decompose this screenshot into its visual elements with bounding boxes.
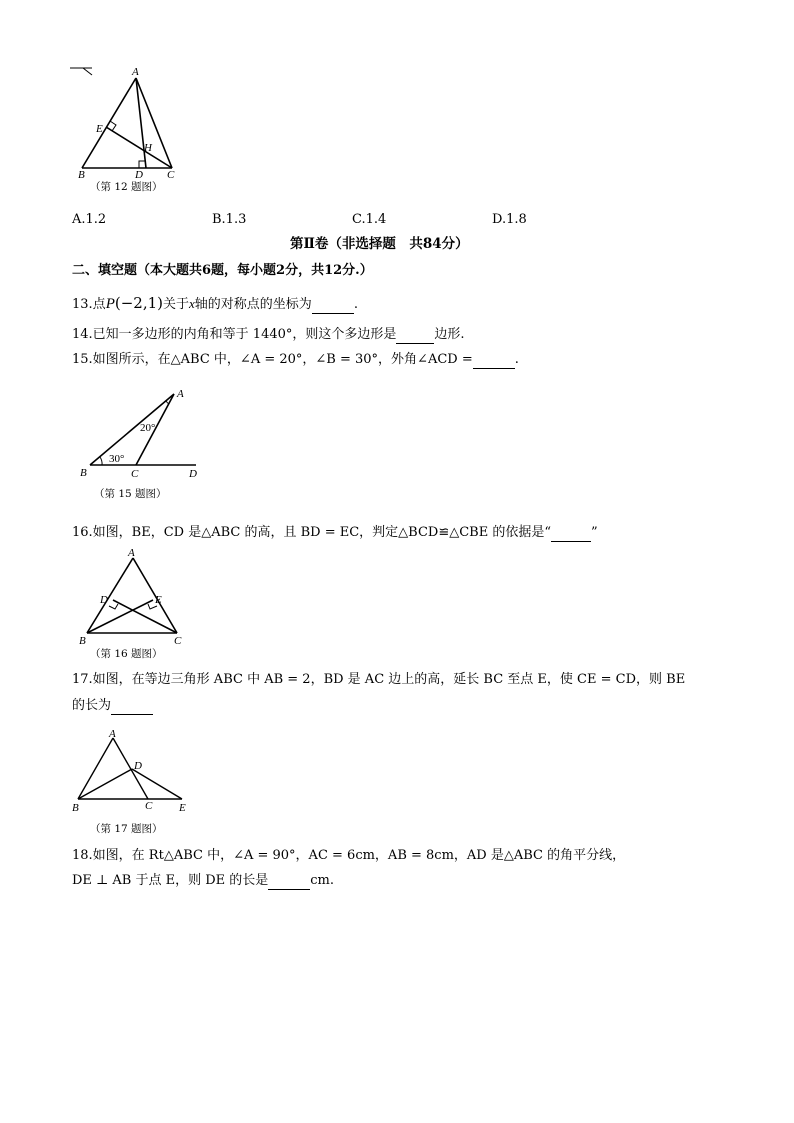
q13-point: P [105,296,115,312]
question-18-line1: 18.如图，在 Rt△ABC 中，∠A = 90°，AC = 6cm，AB = 8cm，AD 是△ABC 的角平分线， [72,848,626,863]
label-e: E [179,802,186,814]
question-15 [72,351,519,369]
label-b: B [72,802,79,814]
answer-blank[interactable] [312,299,354,314]
caption: （第 15 题图） [94,488,167,500]
label-angle-a: 20° [140,422,156,434]
caption: （第 17 题图） [90,823,163,835]
figure-16 [76,548,196,663]
label-c: C [145,800,153,812]
question-16 [72,524,598,542]
figure-15 [74,384,214,504]
figure-12 [66,64,186,194]
answer-blank[interactable] [473,354,515,369]
label-d: D [134,760,142,772]
question-17-line1: 17.如图，在等边三角形 ABC 中 AB = 2，BD 是 AC 边上的高，延长 BC 至点 E，使 CE = CD，则 BE [72,672,686,687]
q13-prefix: 13.点 [72,297,106,312]
right-angle-marks [109,604,157,609]
q13-end: . [353,297,358,312]
choice-c: C.1.4 [352,212,387,227]
q18-end: cm. [310,873,335,888]
label-e: E [96,123,103,135]
figure-17 [68,726,198,838]
q15-text: 15.如图所示，在△ABC 中，∠A = 20°，∠B = 30°，外角∠ACD = [72,352,473,367]
label-a: A [109,728,116,740]
label-b: B [78,169,85,181]
label-a: A [132,66,139,78]
label-angle-b: 30° [109,453,125,465]
section-title: 第Ⅱ卷（非选择题 共84分） [290,236,469,252]
label-c: C [174,635,182,647]
label-b: B [79,635,86,647]
label-d: D [100,594,108,606]
q16-end: ” [591,525,598,540]
question-17-line2 [72,697,153,715]
label-c: C [167,169,175,181]
answer-blank[interactable] [396,329,434,344]
caption: （第 12 题图） [90,181,163,193]
question-13 [72,294,358,314]
label-b: B [80,467,87,479]
choice-a: A.1.2 [72,212,107,227]
answer-blank[interactable] [268,875,310,890]
q14-end: 边形. [434,327,465,342]
q13-suffix: 轴的对称点的坐标为 [194,297,312,312]
label-h: H [144,142,152,154]
label-d: D [189,468,197,480]
q16-text: 16.如图，BE，CD 是△ABC 的高，且 BD = EC，判定△BCD≌△CBE 的依据是“ [72,525,552,540]
choice-d: D.1.8 [492,212,527,227]
q14-text: 14.已知一多边形的内角和等于 1440°，则这个多边形是 [72,327,397,342]
label-a: A [177,388,184,400]
caption: （第 16 题图） [90,648,163,660]
question-14 [72,326,465,344]
q15-end: . [514,352,519,367]
answer-blank[interactable] [111,700,153,715]
answer-blank[interactable] [551,527,591,542]
label-d: D [135,169,143,181]
label-c: C [131,468,139,480]
choice-b: B.1.3 [212,212,247,227]
q13-coords: (−2,1) [114,294,163,312]
label-a: A [128,548,135,559]
question-18-line2 [72,872,334,890]
q13-axis: x [189,296,195,311]
q13-mid: 关于 [163,297,190,312]
q17-line2-text: 的长为 [72,698,112,713]
q18-line2-text: DE ⊥ AB 于点 E，则 DE 的长是 [72,873,269,888]
label-e: E [155,594,162,606]
part-heading: 二、填空题（本大题共6题，每小题2分，共12分.） [72,263,373,278]
corner-mark-icon [70,68,92,75]
triangle-abc-fig17 [78,738,182,799]
right-angle-marks [110,121,146,168]
